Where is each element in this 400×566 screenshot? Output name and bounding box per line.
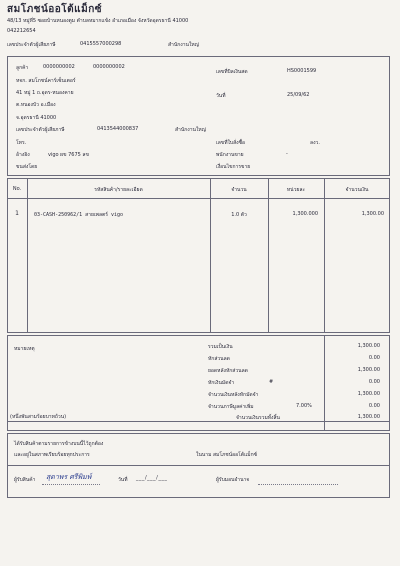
customer-code-label: ลูกค้า [16,65,29,71]
receiver-signature: สุดาพร ศรีพิมพ์ [46,473,92,481]
col-divider [324,178,325,333]
authorized-signature-line [258,484,338,485]
receiver-signature-line [42,484,100,485]
receiver-label: ผู้รับสินค้า [14,477,36,483]
row-unit-price: 1,300.000 [292,211,318,217]
row-no: 1 [15,210,19,217]
grand-total-label: จำนวนเงินรวมทั้งสิ้น [236,415,280,421]
table-header-rule [7,198,390,199]
after-discount-value: 1,300.00 [357,367,380,373]
deposit-value: 0.00 [368,379,380,385]
customer-branch: สำนักงานใหญ่ [175,127,206,133]
authorized-label: ผู้รับมอบอำนาจ [216,477,250,483]
customer-phone-label: โทร. [16,140,27,146]
customer-ship-label: ขนส่งโดย [16,164,38,170]
vat-value: 0.00 [368,403,380,409]
after-discount-label: ยอดหลังหักส่วนลด [208,368,248,374]
receiver-date-blank: ___/___/___ [136,475,168,481]
customer-tax-label: เลขประจำตัวผู้เสียภาษี [16,127,65,133]
row-amount: 1,300.00 [361,211,384,217]
after-deposit-value: 1,300.00 [357,391,380,397]
grand-total-value: 1,300.00 [357,414,380,420]
company-name: สมโภชน์ออโต้แม็กซ์ [7,4,103,15]
customer-name: หจก. สมโภชน์คาร์เซ็นเตอร์ [16,78,76,84]
after-deposit-label: จำนวนเงินหลังหักมัดจำ [208,392,259,398]
remark-label: หมายเหตุ [14,346,35,352]
vat-rate: 7.00% [296,403,312,409]
row-desc: 03-CASH-250962/1 สายเพลตร์ vigo [34,212,124,218]
customer-code-1: 0000000002 [43,64,75,70]
company-tax-label: เลขประจำตัวผู้เสียภาษี [7,42,56,48]
salesperson-value: - [286,151,288,157]
customer-address-2: ต.หนองบัว อ.เมือง [16,102,56,108]
deposit-label: หักเงินมัดจำ [208,380,235,386]
customer-code-2: 0000000002 [93,64,125,70]
header-amount: จำนวนเงิน [345,187,369,193]
bill-no: HS0001599 [287,68,317,74]
vat-label: จำนวนภาษีมูลค่าเพิ่ม [208,404,254,410]
total-rule [7,421,390,422]
company-address: 48/13 หมู่ที่5 ซอยบ้านหนองตูม ตำบลหมากแข้ง อำเภอเมือง จังหวัดอุดรธานี 41000 [7,18,189,24]
date-label: วันที่ [216,93,226,99]
subtotal-label: รวมเป็นเงิน [208,344,233,350]
header-no: No. [12,186,22,192]
items-table [7,178,390,333]
subtotal-value: 1,300.00 [357,343,380,349]
row-qty: 1.0 ตัว [231,212,247,218]
amount-in-words: (หนึ่งพันสามร้อยบาทถ้วน) [10,414,67,420]
company-phone: 042212654 [7,28,36,34]
received-line-2: และอยู่ในสภาพเรียบร้อยทุกประการ [14,452,90,458]
on-behalf-label: ในนาม สมโภชน์ออโต้แม็กซ์ [196,452,257,458]
received-line-1: ได้รับสินค้าตามรายการข้างบนนี้ไว้ถูกต้อง [14,441,104,447]
header-desc: รหัสสินค้า/รายละเอียด [94,187,143,193]
po-label: เลขที่ใบสั่งซื้อ [216,140,245,146]
customer-ref-value: vigo ผข 7675 ลข [48,152,89,158]
col-divider [27,178,28,333]
customer-address-3: จ.อุดรธานี 41000 [16,115,57,121]
header-unit-price: หน่วยละ [286,187,306,193]
discount-label: หักส่วนลด [208,356,230,362]
col-divider [268,178,269,333]
bill-no-label: เลขที่บิลเงินสด [216,69,248,75]
col-divider [210,178,211,333]
discount-value: 0.00 [368,355,380,361]
header-qty: จำนวน [231,187,247,193]
doc-date: 25/09/62 [287,92,310,98]
company-branch: สำนักงานใหญ่ [168,42,199,48]
company-tax-id: 0415557000298 [80,41,122,47]
receiver-date-label: วันที่ [118,477,128,483]
customer-address-1: 41 หมู่ 1 ถ.อุดร-หนองคาย [16,90,74,96]
customer-ref-label: อ้างอิง [16,152,30,158]
term-label: เงื่อนไขการขาย [216,164,251,170]
po-date-label: ลงว. [310,140,320,146]
customer-tax-id: 0413544000837 [97,126,139,132]
footer-rule [7,465,390,466]
salesperson-label: พนักงานขาย [216,152,244,158]
deposit-hash: # [269,379,274,385]
